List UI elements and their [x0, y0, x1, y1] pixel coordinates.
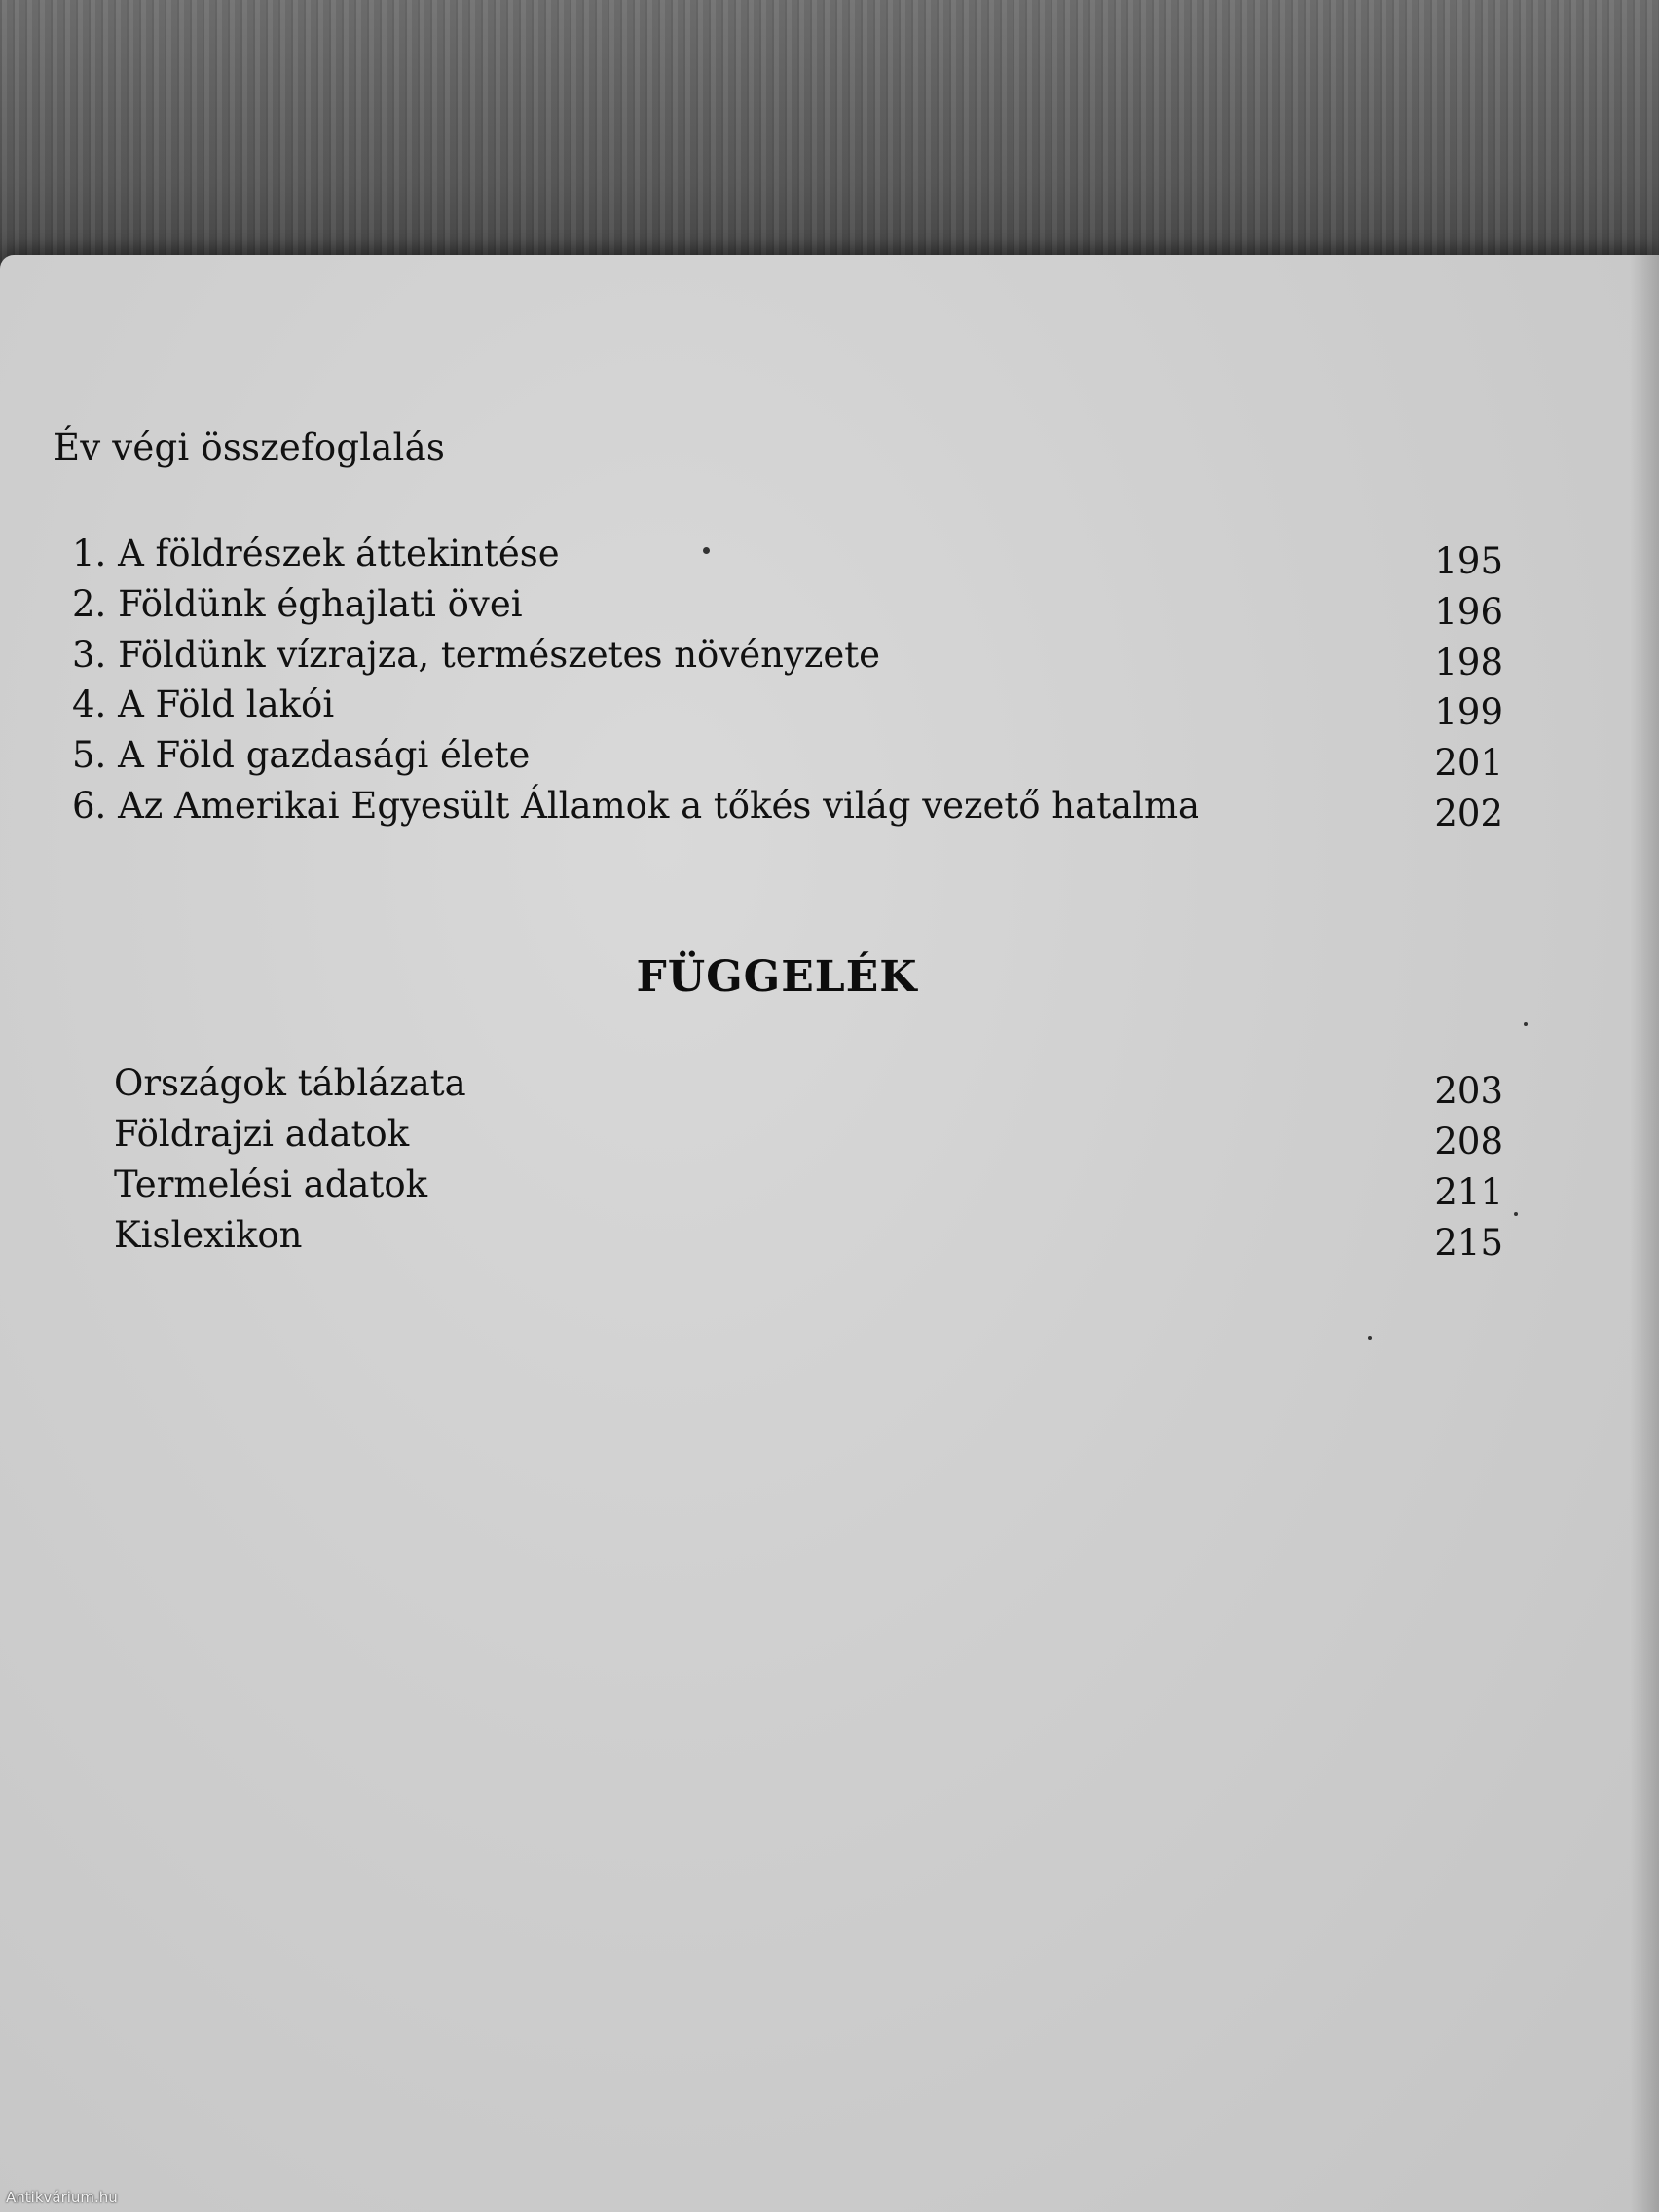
appendix-heading: FÜGGELÉK: [636, 952, 918, 1002]
toc-entry-page: 196: [1434, 591, 1503, 633]
appendix-row: [0, 1155, 1659, 1213]
toc-entry-page: 198: [1434, 642, 1503, 683]
appendix-entry-page: 203: [1434, 1070, 1503, 1112]
appendix-row: [0, 1104, 1659, 1162]
toc-entry-page: 199: [1434, 691, 1503, 733]
appendix-entry-title: Termelési adatok: [114, 1163, 428, 1205]
paper-speck: [1368, 1336, 1372, 1340]
toc-entry-page: 195: [1434, 540, 1503, 582]
appendix-entry-title: Országok táblázata: [114, 1062, 466, 1104]
toc-entry-title: 3. Földünk vízrajza, természetes növényzete: [72, 634, 880, 676]
toc-row: [0, 524, 1659, 582]
toc-row: [0, 574, 1659, 633]
appendix-entry-page: 208: [1434, 1121, 1503, 1162]
appendix-entry-page: 215: [1434, 1222, 1503, 1264]
toc-entry-title: 5. A Föld gazdasági élete: [72, 734, 531, 776]
toc-entry-page: 202: [1434, 793, 1503, 834]
appendix-entry-page: 211: [1434, 1171, 1503, 1213]
paper-speck: [1524, 1022, 1528, 1026]
toc-row: [0, 776, 1659, 834]
appendix-entry-title: Földrajzi adatok: [114, 1113, 410, 1155]
appendix-entry-title: Kislexikon: [114, 1214, 303, 1256]
appendix-row: [0, 1205, 1659, 1264]
toc-entry-title: 2. Földünk éghajlati övei: [72, 583, 523, 625]
toc-entry-title: 1. A földrészek áttekintése: [72, 533, 560, 574]
toc-entry-title: 6. Az Amerikai Egyesült Államok a tőkés világ vezető hatalma: [72, 785, 1200, 827]
toc-entry-title: 4. A Föld lakói: [72, 683, 335, 725]
watermark: Antikvárium.hu: [6, 2189, 118, 2206]
toc-entry-page: 201: [1434, 742, 1503, 784]
appendix-row: [0, 1053, 1659, 1112]
toc-row: [0, 675, 1659, 733]
toc-row: [0, 625, 1659, 683]
section-heading: Év végi összefoglalás: [54, 426, 446, 468]
toc-row: [0, 725, 1659, 784]
